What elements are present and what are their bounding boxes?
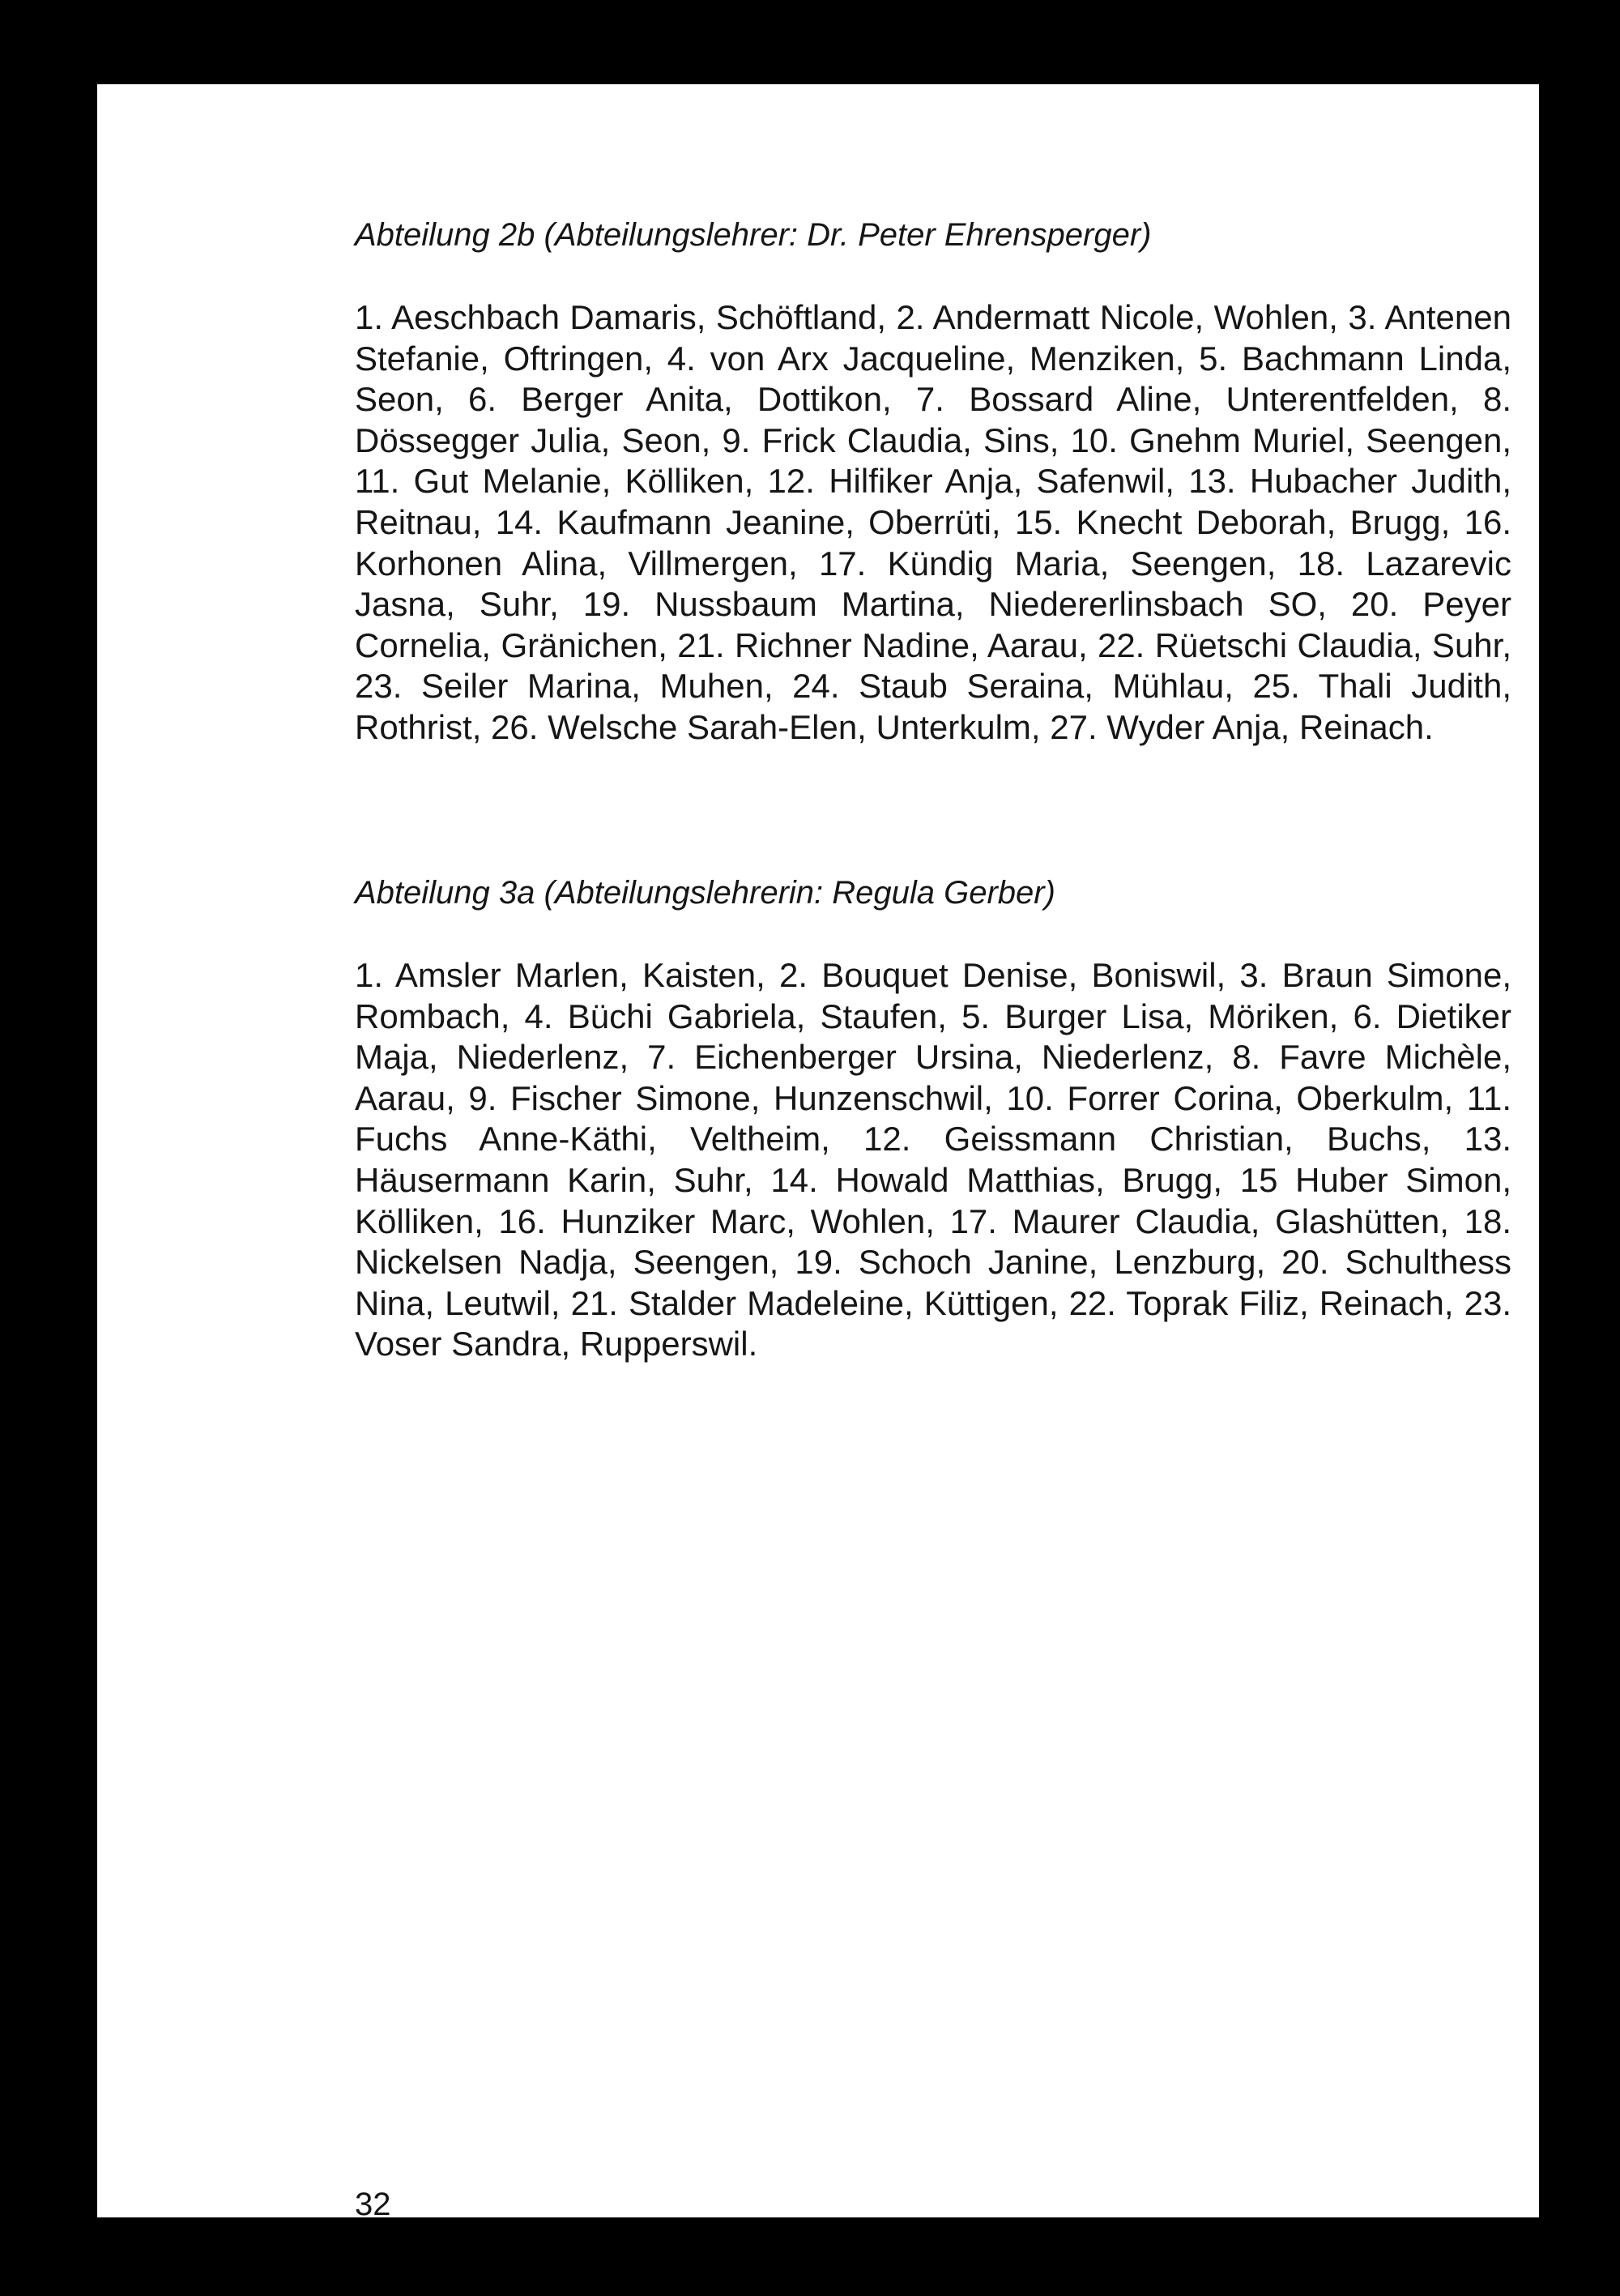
section-text-2b: 1. Aeschbach Damaris, Schöftland, 2. Andermatt Nicole, Wohlen, 3. Antenen Stefanie, Oftringen, 4. von Arx Jacqueline, Menziken, 5. Bachmann Linda, Seon, 6. Berger Anita, Dottikon, 7. Bossard Aline, Unterentfelden, 8. Dössegger Julia, Seon, 9. Frick Claudia, Sins, 10. Gnehm Muriel, Seengen, 11. Gut Melanie, Kölliken, 12. Hilfiker Anja, Safenwil, 13. Hubacher Judith, Reitnau, 14. Kaufmann Jeanine, Oberrüti, 15. Knecht Deborah, Brugg, 16. Korhonen Alina, Villmergen, 17. Kündig Maria, Seengen, 18. Lazarevic Jasna, Suhr, 19. Nussbaum Martina, Niedererlinsbach SO, 20. Peyer Cornelia, Gränichen, 21. Richner Nadine, Aarau, 22. Rüetschi Claudia, Suhr, 23. Seiler Marina, Muhen, 24. Staub Seraina, Mühlau, 25. Thali Judith, Rothrist, 26. Welsche Sarah-Elen, Unterkulm, 27. Wyder Anja, Reinach.	[355, 298, 1511, 746]
page-number: 32	[355, 2187, 391, 2222]
section-heading-3a: Abteilung 3a (Abteilungslehrerin: Regula Gerber)	[355, 875, 1055, 911]
section-heading-2b: Abteilung 2b (Abteilungslehrer: Dr. Peter Ehrensperger)	[355, 217, 1152, 253]
document-page	[97, 84, 1539, 2222]
section-text-3a: 1. Amsler Marlen, Kaisten, 2. Bouquet Denise, Boniswil, 3. Braun Simone, Rombach, 4. Büchi Gabriela, Staufen, 5. Burger Lisa, Möriken, 6. Dietiker Maja, Niederlenz, 7. Eichenberger Ursina, Niederlenz, 8. Favre Michèle, Aarau, 9. Fischer Simone, Hunzenschwil, 10. Forrer Corina, Oberkulm, 11. Fuchs Anne-Käthi, Veltheim, 12. Geissmann Christian, Buchs, 13. Häusermann Karin, Suhr, 14. Howald Matthias, Brugg, 15 Huber Simon, Kölliken, 16. Hunziker Marc, Wohlen, 17. Maurer Claudia, Glashütten, 18. Nickelsen Nadja, Seengen, 19. Schoch Janine, Lenzburg, 20. Schulthess Nina, Leutwil, 21. Stalder Madeleine, Küttigen, 22. Toprak Filiz, Reinach, 23. Voser Sandra, Rupperswil.	[355, 956, 1511, 1364]
